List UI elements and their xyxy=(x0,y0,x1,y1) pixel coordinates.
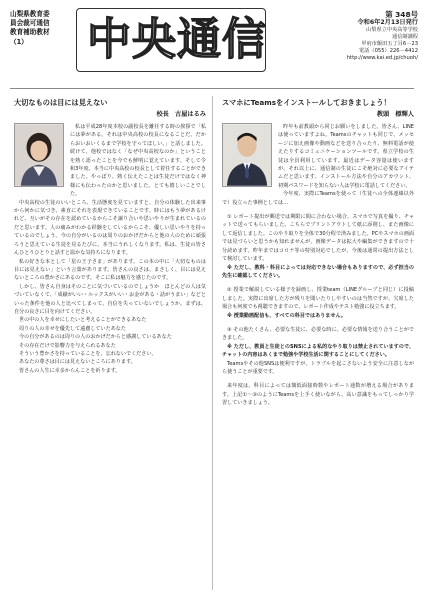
website-link[interactable]: http://www.kai.ed.jp/chuoh/ xyxy=(346,55,418,62)
example-item-2: ② 授業で解説している様子を録画し、授業team（LINEグループと同じ）に投稿しました。実際に出席した方が残りを聞いたりしやすいのは当然ですが、欠席した場合も何度でも視聴できますので、レポート作成やテスト勉強に役立ちます。 xyxy=(222,287,414,311)
article-line: あなたの尊さは目には見えないところにあります。 xyxy=(19,359,136,366)
article-byline: 校長 古屋はるみ xyxy=(156,111,206,118)
closing-paragraph: 来年度は、科目によっては簡低面接時数やレポート通数が増える場合があります。上記①～③のようにTeamsを上手く使いながら、高い意識をもってしっかり学習していきましょう。 xyxy=(222,383,414,407)
article-title: 大切なものは目には見えない xyxy=(14,98,108,107)
example-item-3: ③ その他たくさん、必要な生徒に、必要な時に、必要な情報を送り合うことができました。 xyxy=(222,326,414,342)
article-line: 世の中の人を幸せにしたいと考えることができるあなた xyxy=(19,317,147,324)
article-line: 皆さんの人生に幸多からんことを祈ります。 xyxy=(19,367,121,374)
column-divider xyxy=(212,96,213,590)
article-paragraph: 私は平成28年度本校の副校長を離任する時の挨拶で「私には夢がある。それは中央高校の校長になることだ。だからおいおいくるまで学校を守ってほしい。」と話しました。続けて、他校ではなく「なぜ中央高校なのか」ということを熱く語ったことを今でも鮮明に覚えています。そして令和3年度、本当に中央高校の校長として着任することができました。やっぱり、熱く伝えたことは生徒だけではなく神様にも伝わったのかと思いました。とても嬉しいことでした。 xyxy=(70,124,206,198)
principal-photo xyxy=(14,123,64,187)
publisher-line: 電話（055）226－4412 xyxy=(359,48,418,55)
article-line: その存在だけで影響力を与えられるあなた xyxy=(19,342,116,349)
issuer-line: 山梨県教育委 xyxy=(10,10,50,18)
article-line: そういう豊かさを持っていることを、忘れないでください。 xyxy=(19,350,157,357)
article-paragraph: 昨年も前教頭から同じお願いをしました。皆さん、LINEは使っていますよね。Teamsのチャットも同じで、メッセージに加え画像や動画などを送り合ったり、無料電話が使えたりするコミュニケーションツールです。県立学校の生徒は全員利用しています。最近はデータ容量は使いますが、それ以上に、通信制の生徒にこそ絶対に必要なアイテムだと思います。インストール方法や自分のアカウント、初期パスワードを知らない人は学校に電話してください。 xyxy=(278,124,414,189)
example-item-3-followup: Teamsやその他SNSは便利ですが、トラブルを起こさないよう安全に注意しながら使うことが重要です。 xyxy=(222,360,414,375)
issue-number: 第 348号 xyxy=(385,10,418,19)
issuer-block xyxy=(10,10,70,47)
example-item-1-note: ※ ただし、教科・科目によっては対応できない場合もありますので、必ず担当の先生に確認してください。 xyxy=(222,264,414,279)
publisher-line: 通信制課程 xyxy=(392,34,418,41)
masthead-box xyxy=(76,8,266,72)
article-line: 周りの人の幸せを優先して遠慮していたあなた xyxy=(19,325,126,332)
publisher-line: 山梨県立中央高等学校 xyxy=(366,27,418,33)
principal-article xyxy=(14,98,206,375)
article-title: スマホにTeamsをインストールしておきましょう！ xyxy=(222,98,391,107)
issuer-line: 員会裁可通信 xyxy=(10,19,50,28)
issue-date: 令和6年2月13日発行 xyxy=(357,19,418,26)
vice-principal-photo xyxy=(222,123,272,187)
publisher-line: 甲府市飯田五丁目6－23 xyxy=(361,41,418,48)
article-paragraph: 私の好きな本として「星の王子さま」があります。この本の中に「大切なものは目には見えない」という言葉があります。皆さんの良さは、まさしく、目には見えないところの豊かさにあるのです。そこに私は魅力を感じたのです。 xyxy=(14,258,206,282)
article-paragraph: 中央高校の生徒のいいところ、生活態度を見ていますと、自分の体験した出来事から何かに気づき、素直にそれを表現できていることです。時にはもう夢があるけれど、互いがその存在を認めているからこそ譲り合いや思いやりが生まれているのだと思います。人の痛みがわかる経験をしているからこそ、優しい思いやりを持っているのでしょう。今の自分がいるのは周りのおかげだからと他の人のために頑張ろうと思えている生徒を見るたびに、本当にうれしくなります。私は、生徒の皆さんひとりひとりと話すと温かな気持ちになります。 xyxy=(14,199,206,257)
issuer-line: 教育補助教材 xyxy=(10,28,50,37)
example-item-3-note: ※ ただし、教員と生徒とのSNSによる私的なやり取りは禁止されていますので、チャットの内容はあくまで勉強や学校生活に関することにしてください。 xyxy=(222,343,414,359)
publication-info xyxy=(300,10,418,62)
example-item-1: ① レポート提出が郵送では期限に間に合わない場合、スマホで写真を撮り、チャットで送ってもらいました。こちらでプリントアウトして紙に添削し、また画像にして返信しました。このやり取りを全体で30分程で済みました。PCやスマホの画面では見づらいと思うかも知れませんが、画像データは拡大や編集ができますので十分読めます。昨年まではコロナ等の特別対応でしたが、今後は通常の提出方法として検討しています。 xyxy=(222,214,414,263)
header-divider xyxy=(10,88,414,89)
example-item-2-note: ※ 授業動画配信も、すべての科目ではありません。 xyxy=(227,312,346,319)
article-line: 今の自分があるのは周りの人のおかげだからと感謝しているあなた xyxy=(19,334,172,341)
article-byline: 教頭 標輝人 xyxy=(376,111,414,118)
newsletter-header xyxy=(0,0,424,84)
newsletter-title: 中央通信 xyxy=(87,14,267,65)
article-paragraph: 今年度、実際にTeamsを使って（生徒への全体連絡以外で）役立った事例としては… xyxy=(222,191,414,206)
vice-principal-article xyxy=(222,98,414,408)
portrait-image xyxy=(223,124,271,186)
article-paragraph: しかし、皆さん自身はそのことに気づいているのでしょうか ほとんどの人は気づいていなくて、「成績がいい・ルックスがいい・お金がある・話がうまい」などといった条件を他の人と比べてしまって、自信を失っていないでしょうか。まずは、自分の良さに目を向けてください。 xyxy=(14,283,206,315)
portrait-image xyxy=(15,124,63,186)
issuer-line: （1） xyxy=(10,37,28,46)
